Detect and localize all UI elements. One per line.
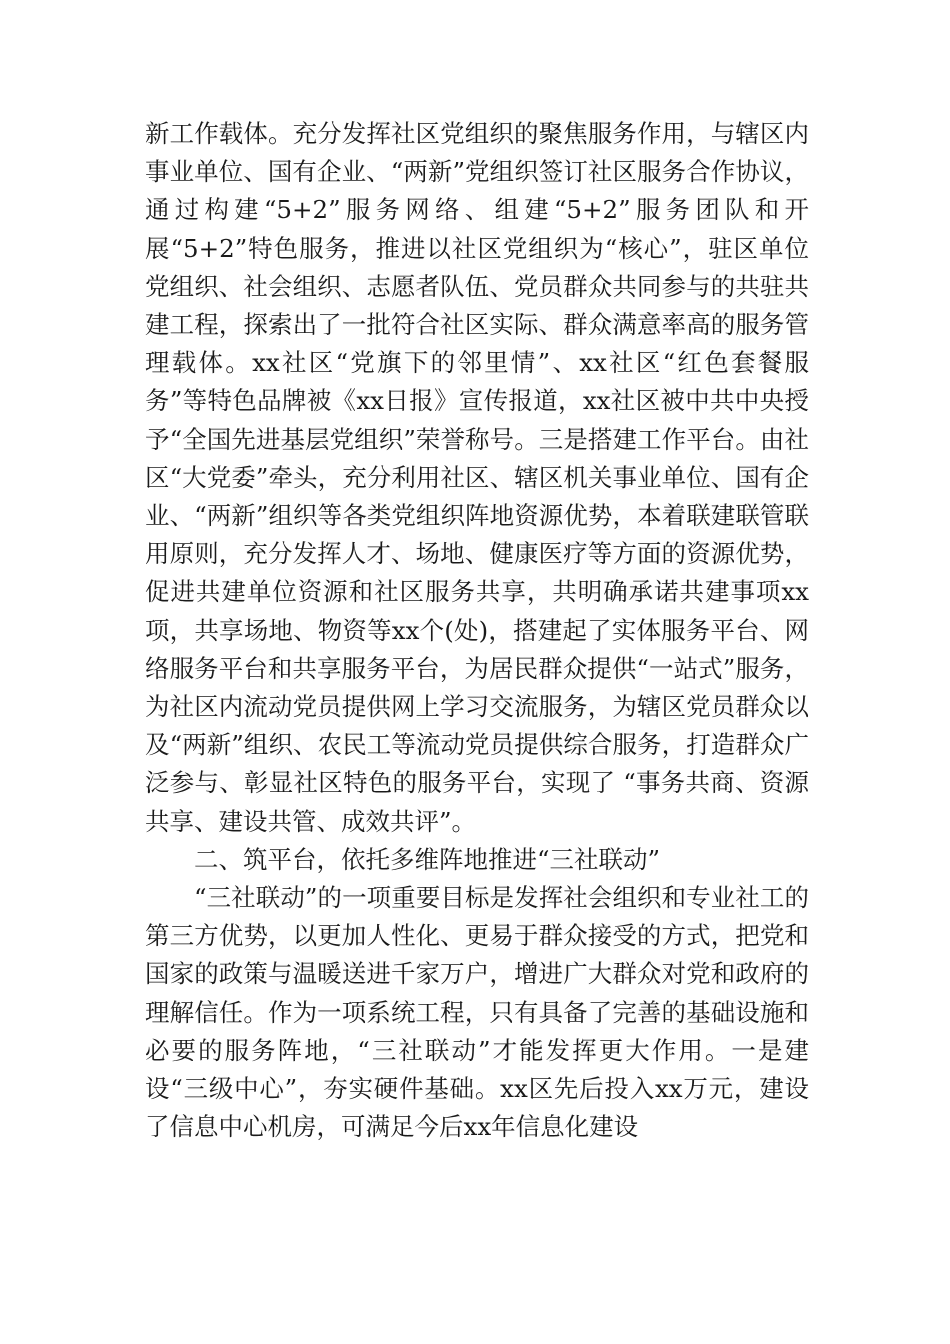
body-paragraph-2: “三社联动”的一项重要目标是发挥社会组织和专业社工的第三方优势，以更加人性化、更易于群众接受的方式，把党和国家的政策与温暖送进千家万户，增进广大群众对党和政府的理解信任。作为一项系统工程，只有具备了完善的基础设施和必要的服务阵地，“三社联动”才能发挥更大作用。一是建设“三级中心”，夯实硬件基础。xx区先后投入xx万元，建设了信息中心机房，可满足今后xx年信息化建设 <box>145 883 809 1142</box>
section-heading: 二、筑平台，依托多维阵地推进“三社联动” <box>194 844 661 874</box>
body-paragraph-1: 新工作载体。充分发挥社区党组织的聚焦服务作用，与辖区内事业单位、国有企业、“两新”党组织签订社区服务合作协议，通过构建“5+2”服务网络、组建“5+2”服务团队和开展“5+2”特色服务，推进以社区党组织为“核心”，驻区单位党组织、社会组织、志愿者队伍、党员群众共同参与的共驻共建工程，探索出了一批符合社区实际、群众满意率高的服务管理载体。xx社区“党旗下的邻里情”、xx社区“红色套餐服务”等特色品牌被《xx日报》宣传报道，xx社区被中共中央授予“全国先进基层党组织”荣誉称号。三是搭建工作平台。由社区“大党委”牵头，充分利用社区、辖区机关事业单位、国有企业、“两新”组织等各类党组织阵地资源优势，本着联建联管联用原则，充分发挥人才、场地、健康医疗等方面的资源优势，促进共建单位资源和社区服务共享，共明确承诺共建事项xx项，共享场地、物资等xx个(处)，搭建起了实体服务平台、网络服务平台和共享服务平台，为居民群众提供“一站式”服务，为社区内流动党员提供网上学习交流服务，为辖区党员群众以及“两新”组织、农民工等流动党员提供综合服务，打造群众广泛参与、彰显社区特色的服务平台，实现了 “事务共商、资源共享、建设共管、成效共评”。 <box>145 119 809 836</box>
document-page <box>145 115 809 1146</box>
